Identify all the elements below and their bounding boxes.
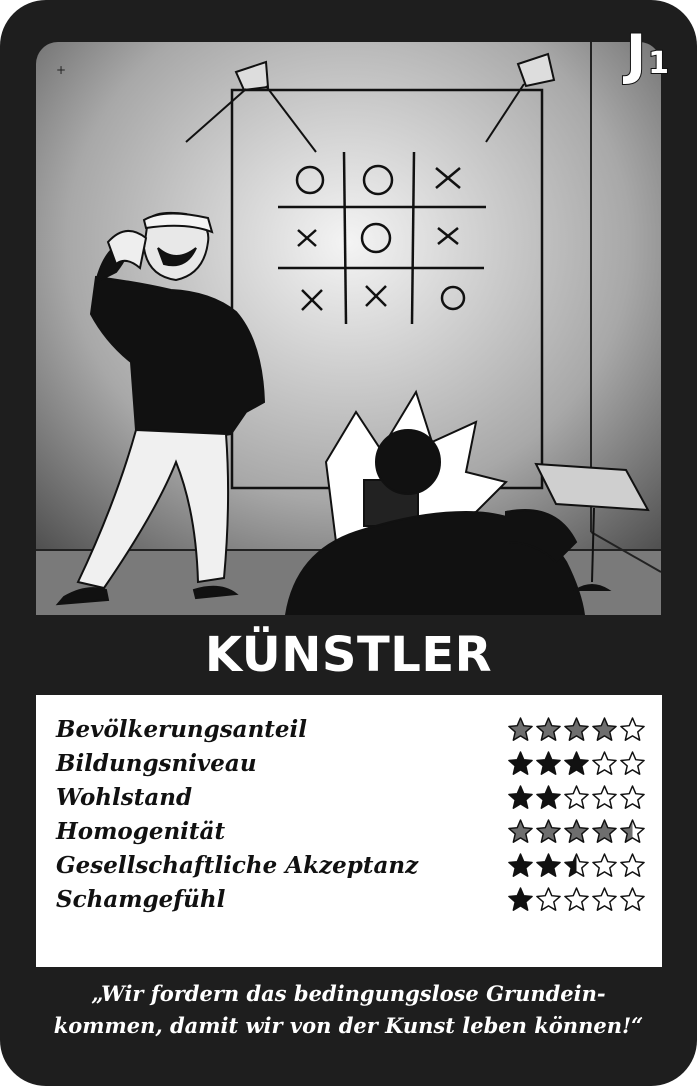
star-rating bbox=[507, 716, 646, 743]
star-empty-icon bbox=[591, 784, 618, 811]
illustration-svg bbox=[36, 42, 661, 615]
stat-row-wohlstand bbox=[56, 780, 646, 814]
star-empty-icon bbox=[619, 852, 646, 879]
star-half-icon bbox=[563, 852, 590, 879]
star-filled-icon bbox=[507, 784, 534, 811]
stat-row-bevoelkerungsanteil bbox=[56, 712, 646, 746]
stat-row-schamgefuehl bbox=[56, 882, 646, 916]
star-empty-icon bbox=[619, 716, 646, 743]
star-filled-icon bbox=[563, 716, 590, 743]
quote-line: „Wir fordern das bedingungslose Grundein- bbox=[91, 981, 606, 1006]
star-empty-icon bbox=[619, 784, 646, 811]
star-empty-icon bbox=[619, 886, 646, 913]
star-empty-icon bbox=[535, 886, 562, 913]
card-code bbox=[626, 23, 669, 86]
star-filled-icon bbox=[507, 716, 534, 743]
stats-panel bbox=[36, 695, 662, 967]
star-filled-icon bbox=[563, 750, 590, 777]
card-quote bbox=[30, 978, 667, 1042]
star-rating bbox=[507, 886, 646, 913]
star-filled-icon bbox=[535, 750, 562, 777]
star-filled-icon bbox=[591, 716, 618, 743]
star-empty-icon bbox=[619, 750, 646, 777]
card-title: KÜNSTLER bbox=[204, 627, 493, 683]
card-code-number: 1 bbox=[648, 46, 669, 81]
star-filled-icon bbox=[535, 818, 562, 845]
stat-label: Bildungsniveau bbox=[56, 749, 257, 777]
stat-label: Schamgefühl bbox=[56, 885, 226, 913]
stat-label: Bevölkerungsanteil bbox=[56, 715, 308, 743]
star-filled-icon bbox=[507, 750, 534, 777]
star-filled-icon bbox=[591, 818, 618, 845]
card-illustration bbox=[36, 42, 661, 615]
star-filled-icon bbox=[535, 716, 562, 743]
stat-label: Gesellschaftliche Akzeptanz bbox=[56, 851, 419, 879]
quote-line: kommen, damit wir von der Kunst leben können!“ bbox=[53, 1013, 644, 1038]
star-filled-icon bbox=[535, 852, 562, 879]
star-empty-icon bbox=[591, 886, 618, 913]
star-rating bbox=[507, 784, 646, 811]
stat-row-bildungsniveau bbox=[56, 746, 646, 780]
star-empty-icon bbox=[591, 750, 618, 777]
stat-label: Wohlstand bbox=[56, 783, 193, 811]
star-rating bbox=[507, 852, 646, 879]
stat-row-gesellschaftliche-akzeptanz bbox=[56, 848, 646, 882]
star-empty-icon bbox=[563, 886, 590, 913]
star-rating bbox=[507, 750, 646, 777]
star-filled-icon bbox=[507, 818, 534, 845]
card-code-letter: J bbox=[626, 23, 647, 86]
svg-text:+: + bbox=[56, 63, 67, 77]
star-empty-icon bbox=[591, 852, 618, 879]
star-filled-icon bbox=[507, 886, 534, 913]
star-rating bbox=[507, 818, 646, 845]
stat-label: Homogenität bbox=[56, 817, 226, 845]
star-filled-icon bbox=[507, 852, 534, 879]
stat-row-homogenitaet bbox=[56, 814, 646, 848]
star-empty-icon bbox=[563, 784, 590, 811]
star-half-icon bbox=[619, 818, 646, 845]
star-filled-icon bbox=[563, 818, 590, 845]
star-filled-icon bbox=[535, 784, 562, 811]
